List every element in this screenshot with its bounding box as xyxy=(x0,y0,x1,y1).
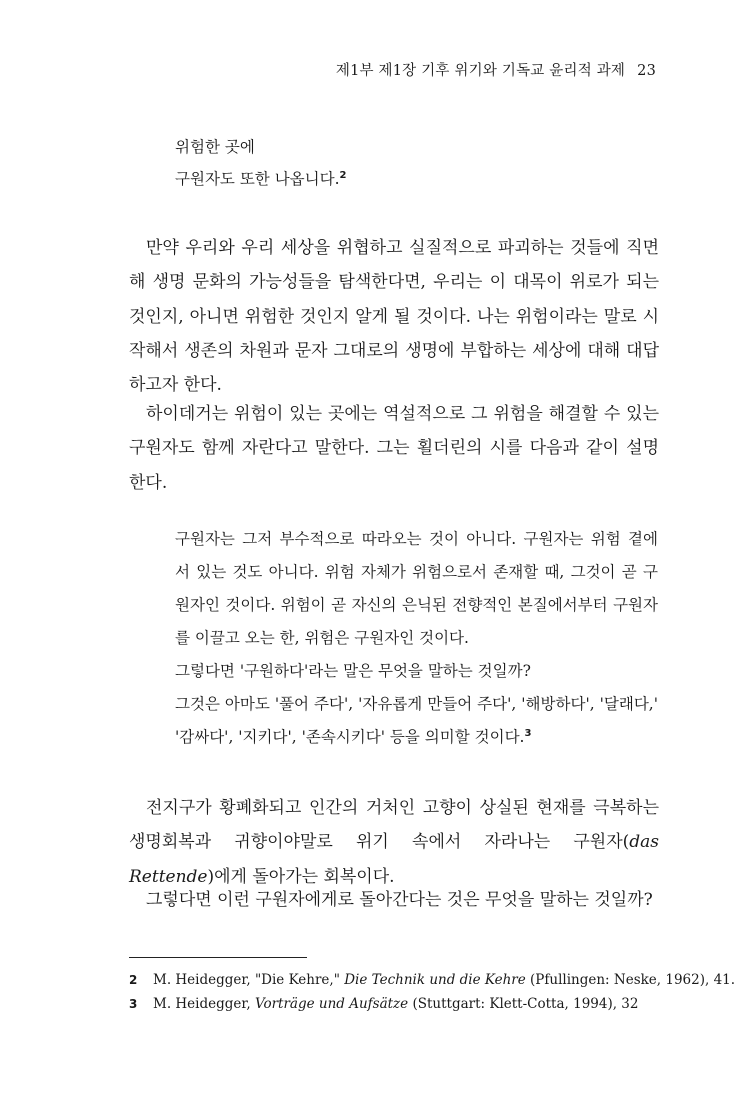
chapter-title: 제1부 제1장 기후 위기와 기독교 윤리적 과제 xyxy=(335,63,626,79)
quote-paragraph: 구원자는 그저 부수적으로 따라오는 것이 아니다. 구원자는 위험 곁에 서 있는 것도 아니다. 위험 자체가 위험으로서 존재할 때, 그것이 곧 구원자인 것이다. 위험이 곧 자신의 은닉된 전향적인 본질에서부터 구원자를 이끌고 오는 한, 위험은 구원자인 것이다. xyxy=(175,530,658,647)
book-title: Vorträge und Aufsätze xyxy=(254,996,409,1012)
footnote-ref[interactable]: 2 xyxy=(339,169,347,181)
body-paragraph: 하이데거는 위험이 있는 곳에는 역설적으로 그 위험을 해결할 수 있는 구원자도 함께 자란다고 말한다. 그는 횔더린의 시를 다음과 같이 설명한다. xyxy=(129,404,659,493)
foreign-term: das Rettende xyxy=(129,832,659,887)
book-title: Die Technik und die Kehre xyxy=(344,972,526,988)
footnote-number: 2 xyxy=(129,973,138,987)
running-header xyxy=(336,59,656,80)
poem-line: 구원자도 또한 나옵니다.$^2$ xyxy=(175,169,347,188)
body-paragraph: 전지구가 황폐화되고 인간의 거처인 고향이 상실된 현재를 극복하는 생명회복과 귀향이야말로 위기 속에서 자라나는 구원자(das Rettende)에게 돌아가는 회복이다. xyxy=(129,798,659,887)
footnote-divider xyxy=(129,957,307,958)
footnote-number: 3 xyxy=(129,997,138,1011)
body-paragraph: 만약 우리와 우리 세상을 위협하고 실질적으로 파괴하는 것들에 직면해 생명 문화의 가능성들을 탐색한다면, 우리는 이 대목이 위로가 되는 것인지, 아니면 위험한 것인지 알게 될 것이다. 나는 위험이라는 말로 시작해서 생존의 차원과 문자 그대로의 생명에 부합하는 세상에 대해 대답하고자 한다. xyxy=(129,238,659,396)
quote-paragraph: 그것은 아마도 '풀어 주다', '자유롭게 만들어 주다', '해방하다', '달래다,' '감싸다', '지키다', '존속시키다' 등을 의미할 것이다.$^3$ xyxy=(175,695,658,746)
page-number: 23 xyxy=(637,63,656,79)
quote-paragraph: 그렇다면 '구원하다'라는 말은 무엇을 말하는 것일까? xyxy=(175,662,531,680)
footnote: 2 M. Heidegger, "Die Kehre," Die Technik und die Kehre (Pfullingen: Neske, 1962), 41. xyxy=(129,968,735,992)
poem-line: 위험한 곳에 xyxy=(175,138,255,156)
block-quote xyxy=(175,523,658,754)
poem-quote xyxy=(175,131,346,195)
footnote-ref[interactable]: 3 xyxy=(524,727,532,739)
body-paragraph: 그렇다면 이런 구원자에게로 돌아간다는 것은 무엇을 말하는 것일까? xyxy=(146,890,653,910)
footnote: 3 M. Heidegger, Vorträge und Aufsätze (Stuttgart: Klett-Cotta, 1994), 32 xyxy=(129,992,735,1016)
footnotes xyxy=(129,968,735,1016)
